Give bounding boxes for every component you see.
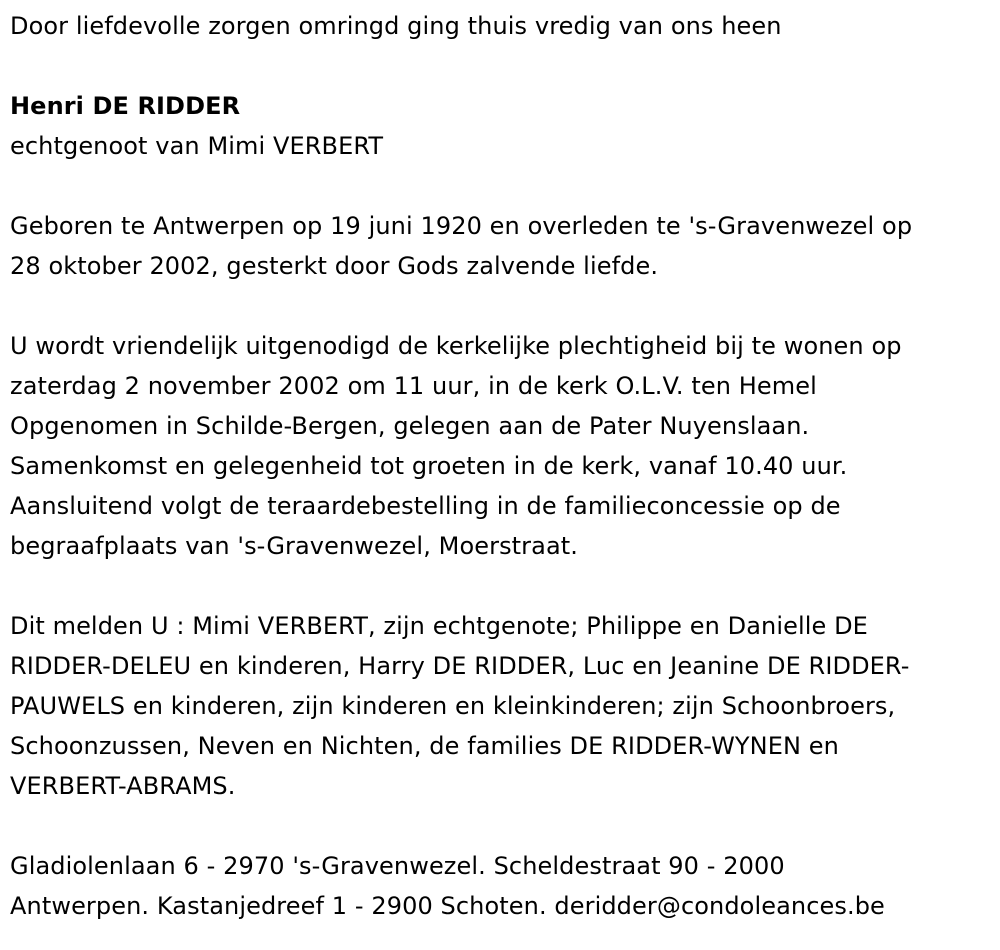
ceremony-paragraph: U wordt vriendelijk uitgenodigd de kerkelijke plechtigheid bij te wonen op zaterdag 2 november 2002 om 11 uur, in de kerk O.L.V. ten Hemel Opgenomen in Schilde-Bergen, gelegen aan de Pater Nuyenslaan. Samenkomst en gelegenheid tot groeten in de kerk, vanaf 10.40 uur. Aansluitend volgt de teraardebestelling in de familieconcessie op de begraafplaats van 's-Gravenwezel, Moerstraat. xyxy=(10,332,902,560)
birth-death-paragraph: Geboren te Antwerpen op 19 juni 1920 en overleden te 's-Gravenwezel op 28 oktober 2002, gesterkt door Gods zalvende liefde. xyxy=(10,212,913,280)
intro-line: Door liefdevolle zorgen omringd ging thuis vredig van ons heen xyxy=(10,12,782,40)
spacer xyxy=(10,806,1000,846)
spacer xyxy=(10,166,1000,206)
spouse-line: echtgenoot van Mimi VERBERT xyxy=(10,132,384,160)
spacer xyxy=(10,286,1000,326)
addresses-paragraph: Gladiolenlaan 6 - 2970 's-Gravenwezel. Scheldestraat 90 - 2000 Antwerpen. Kastanjedreef 1 - 2900 Schoten. deridder@condoleances.be xyxy=(10,852,885,920)
spacer xyxy=(10,566,1000,606)
spacer xyxy=(10,46,1000,86)
deceased-name: Henri DE RIDDER xyxy=(10,92,241,120)
family-paragraph: Dit melden U : Mimi VERBERT, zijn echtgenote; Philippe en Danielle DE RIDDER-DELEU en kinderen, Harry DE RIDDER, Luc en Jeanine DE RIDDER- PAUWELS en kinderen, zijn kinderen en kleinkinderen; zijn Schoonbroers, Schoonzussen, Neven en Nichten, de families DE RIDDER-WYNEN en VERBERT-ABRAMS. xyxy=(10,612,910,800)
